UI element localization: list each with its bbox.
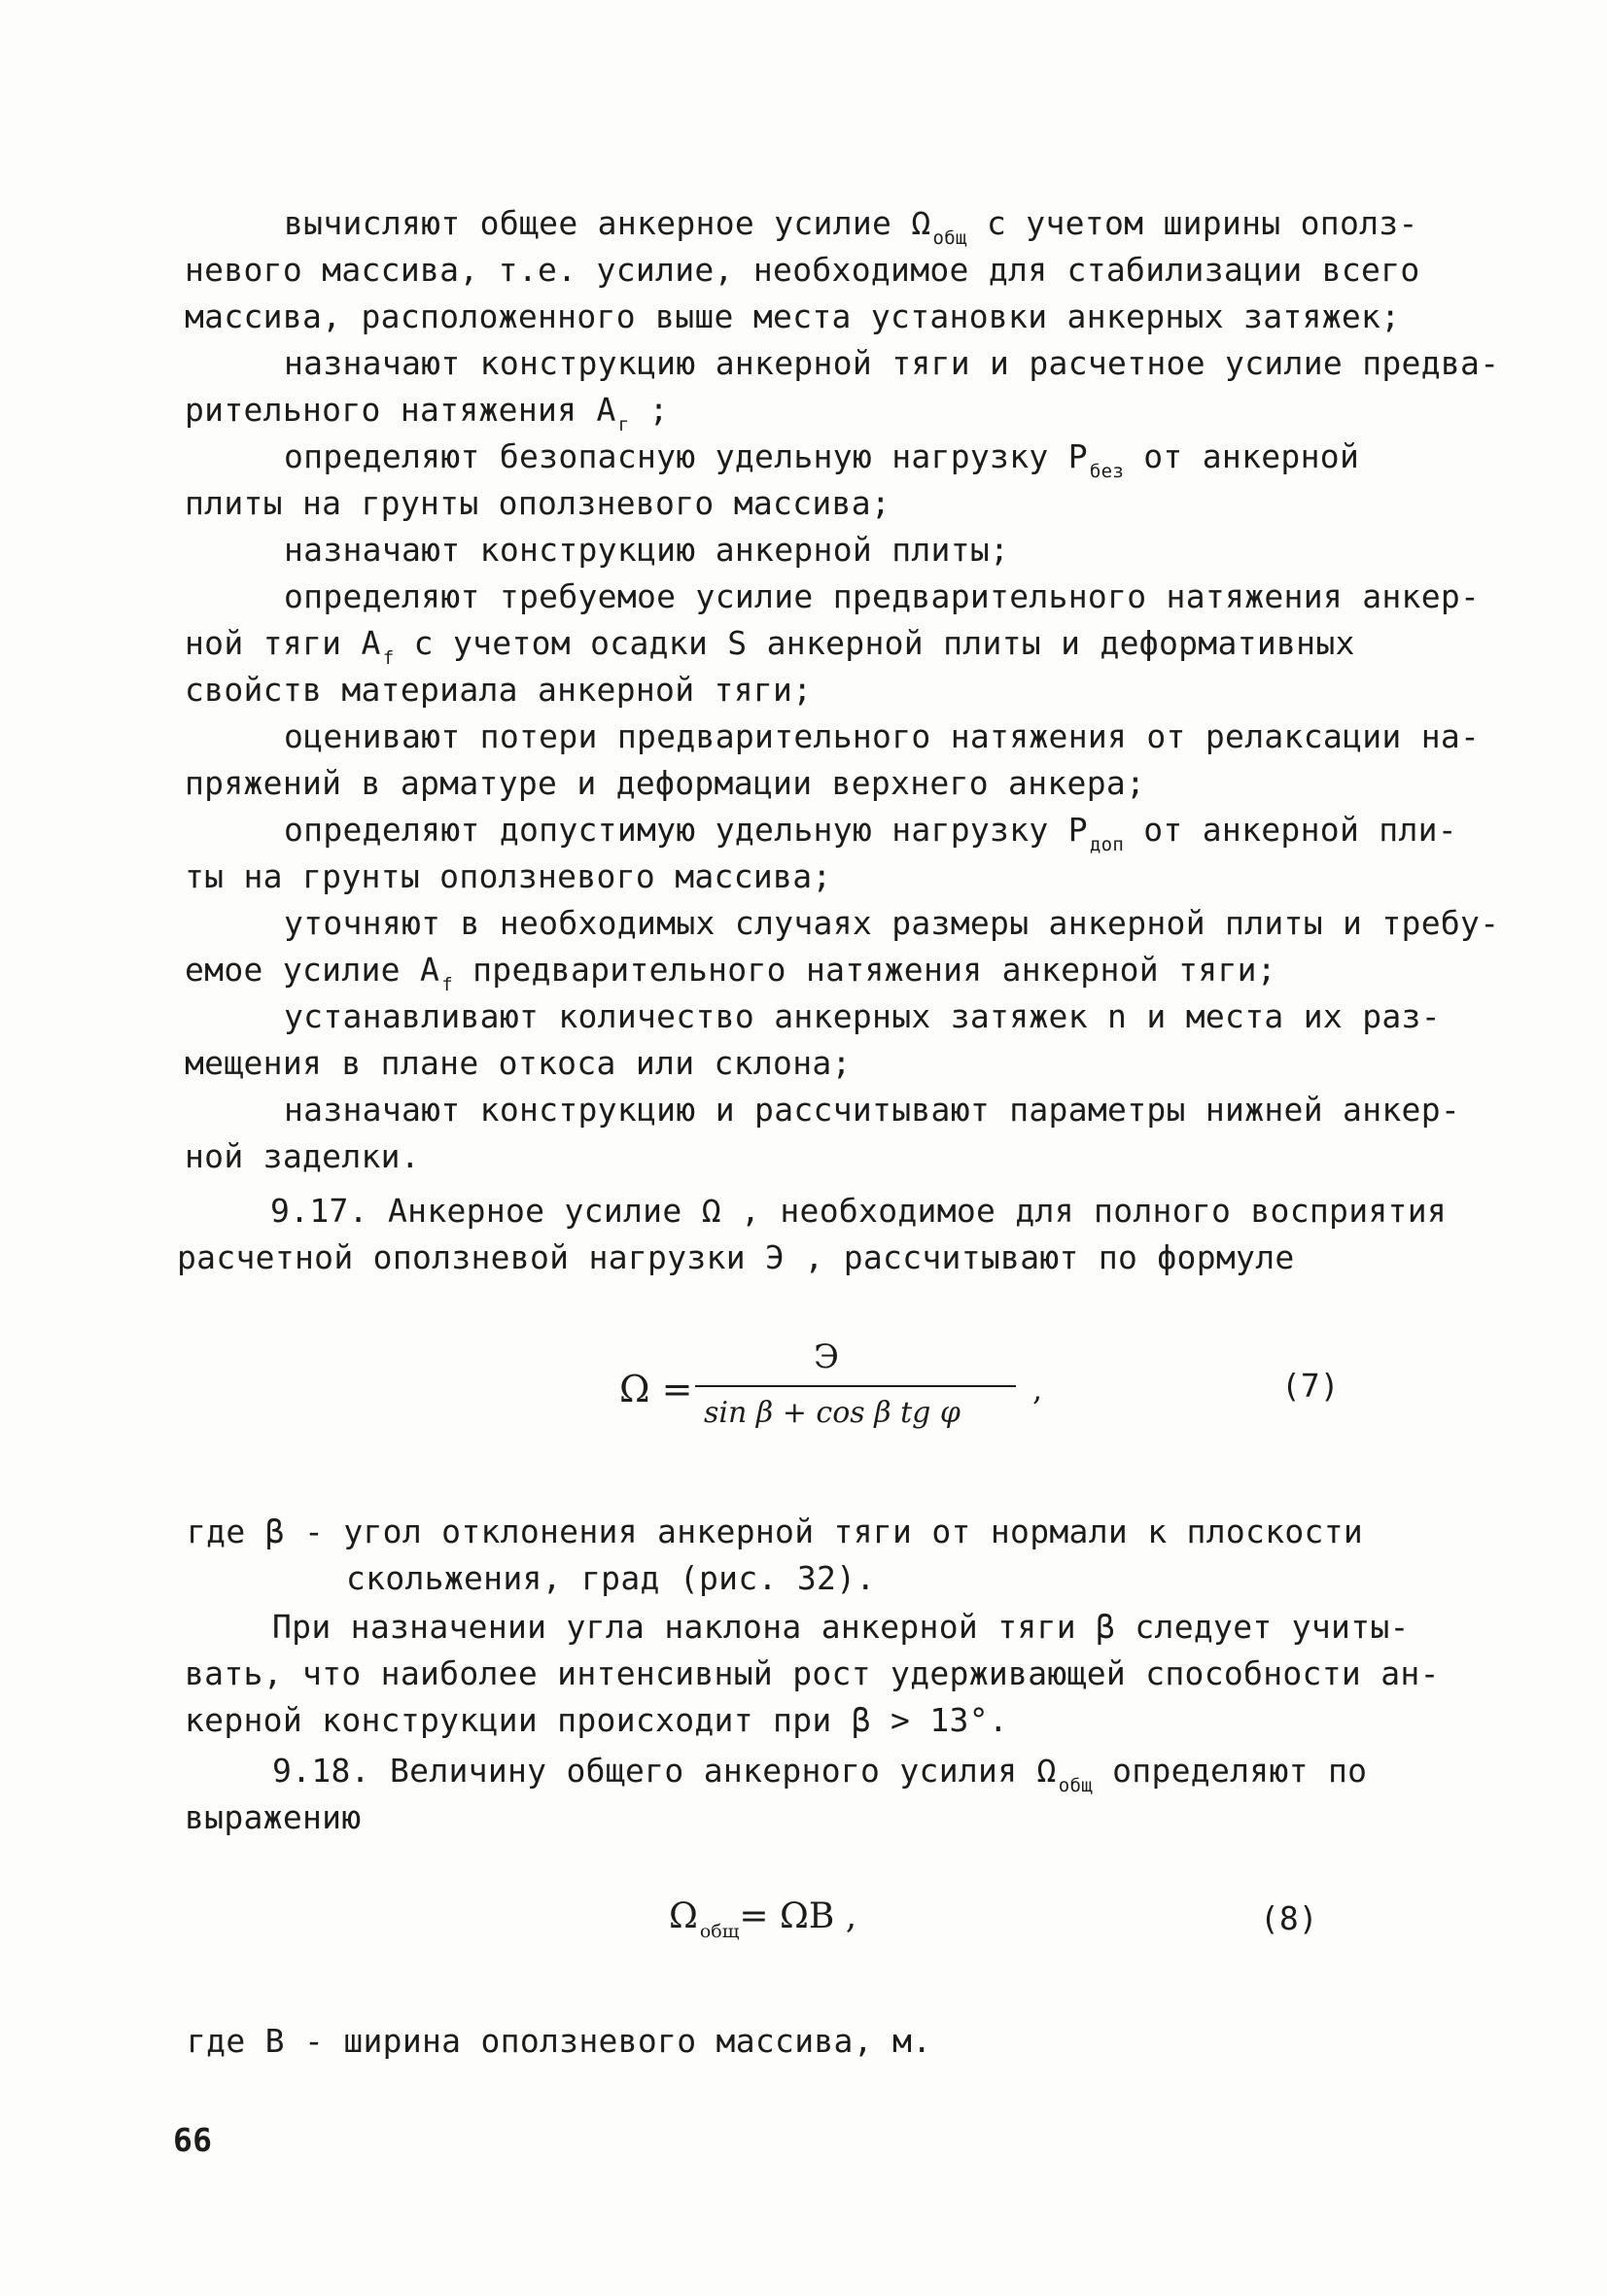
- subscript: г: [617, 414, 630, 435]
- subscript: f: [382, 647, 395, 669]
- subscript: общ: [932, 227, 967, 249]
- omega-symbol: Ω: [911, 204, 931, 242]
- formula-rhs: = ΩВ ,: [739, 1896, 857, 1936]
- text-span: с учетом осадки S анкерной плиты и деформативных: [394, 624, 1355, 662]
- text-span: от анкерной пли-: [1124, 811, 1457, 849]
- text-span: определяют допустимую удельную нагрузку Р: [284, 811, 1088, 849]
- text-span: от анкерной: [1124, 437, 1360, 475]
- text-line: расчетной оползневой нагрузки Э , рассчитывают по формуле: [177, 1238, 1295, 1276]
- text-line: мещения в плане откоса или склона;: [185, 1044, 852, 1082]
- text-span: с учетом ширины ополз-: [986, 204, 1418, 242]
- page-number: 66: [173, 2121, 213, 2159]
- text-line: 9.17. Анкерное усилие Ω , необходимое для полного восприятия: [270, 1192, 1448, 1230]
- text-line: скольжения, град (рис. 32).: [346, 1559, 876, 1597]
- text-span: ной тяги А: [185, 624, 381, 662]
- text-line: вать, что наиболее интенсивный рост удерживающей способности ан-: [185, 1654, 1440, 1692]
- text-line: уточняют в необходимых случаях размеры анкерной плиты и требу-: [284, 904, 1500, 942]
- omega-symbol: Ω: [669, 1896, 698, 1936]
- text-span: определяют безопасную удельную нагрузку Р: [284, 437, 1088, 475]
- equation-number: (7): [1281, 1367, 1340, 1405]
- text-line: плиты на грунты оползневого массива;: [185, 484, 891, 522]
- text-line: свойств материала анкерной тяги;: [185, 671, 813, 709]
- formula-trail: ,: [1032, 1371, 1043, 1408]
- text-line: определяют требуемое усилие предварительного натяжения анкер-: [284, 577, 1481, 615]
- subscript: без: [1089, 461, 1125, 482]
- text-span: предварительного натяжения анкерной тяги;: [452, 951, 1276, 989]
- fraction-bar: [695, 1385, 1016, 1387]
- text-span: вычисляют общее анкерное усилие: [284, 204, 892, 242]
- text-line: При назначении угла наклона анкерной тяги β следует учиты-: [272, 1608, 1410, 1646]
- formula-denominator: sin β + cos β tg φ: [704, 1396, 961, 1430]
- formula-lhs: [669, 1894, 856, 1955]
- subscript: доп: [1089, 834, 1125, 855]
- subscript: общ: [1058, 1775, 1093, 1796]
- equation-number: (8): [1260, 1899, 1318, 1937]
- text-line: [272, 1748, 1367, 1809]
- text-line: назначают конструкцию анкерной тяги и расчетное усилие предва-: [284, 344, 1500, 382]
- subscript: общ: [699, 1921, 740, 1942]
- text-line: невого массива, т.е. усилие, необходимое для стабилизации всего: [185, 251, 1420, 289]
- text-line: назначают конструкцию и рассчитывают параметры нижней анкер-: [284, 1091, 1461, 1129]
- text-line: массива, расположенного выше места установки анкерных затяжек;: [185, 297, 1401, 335]
- formula-lhs: Ω =: [619, 1368, 693, 1410]
- text-line: ной заделки.: [185, 1137, 421, 1175]
- text-span: рительного натяжения А: [185, 391, 616, 429]
- text-line: выражению: [185, 1798, 362, 1836]
- text-span: ;: [629, 391, 669, 429]
- text-line: оценивают потери предварительного натяжения от релаксации на-: [284, 717, 1481, 755]
- formula-numerator: Э: [814, 1338, 840, 1376]
- text-line: где β - угол отклонения анкерной тяги от нормали к плоскости: [187, 1513, 1364, 1550]
- text-span: 9.18. Величину общего анкерного усилия Ω: [272, 1752, 1057, 1790]
- text-line: керной конструкции происходит при β > 13°.: [185, 1701, 1009, 1739]
- text-line: ты на грунты оползневого массива;: [185, 857, 832, 895]
- text-line: где В - ширина оползневого массива, м.: [187, 2022, 932, 2060]
- subscript: f: [441, 974, 453, 995]
- text-span: определяют по: [1092, 1752, 1368, 1790]
- text-span: емое усилие А: [185, 951, 440, 989]
- text-line: пряжений в арматуре и деформации верхнего анкера;: [185, 764, 1146, 802]
- text-line: устанавливают количество анкерных затяжек n и места их раз-: [284, 997, 1441, 1035]
- text-line: назначают конструкцию анкерной плиты;: [284, 531, 1010, 569]
